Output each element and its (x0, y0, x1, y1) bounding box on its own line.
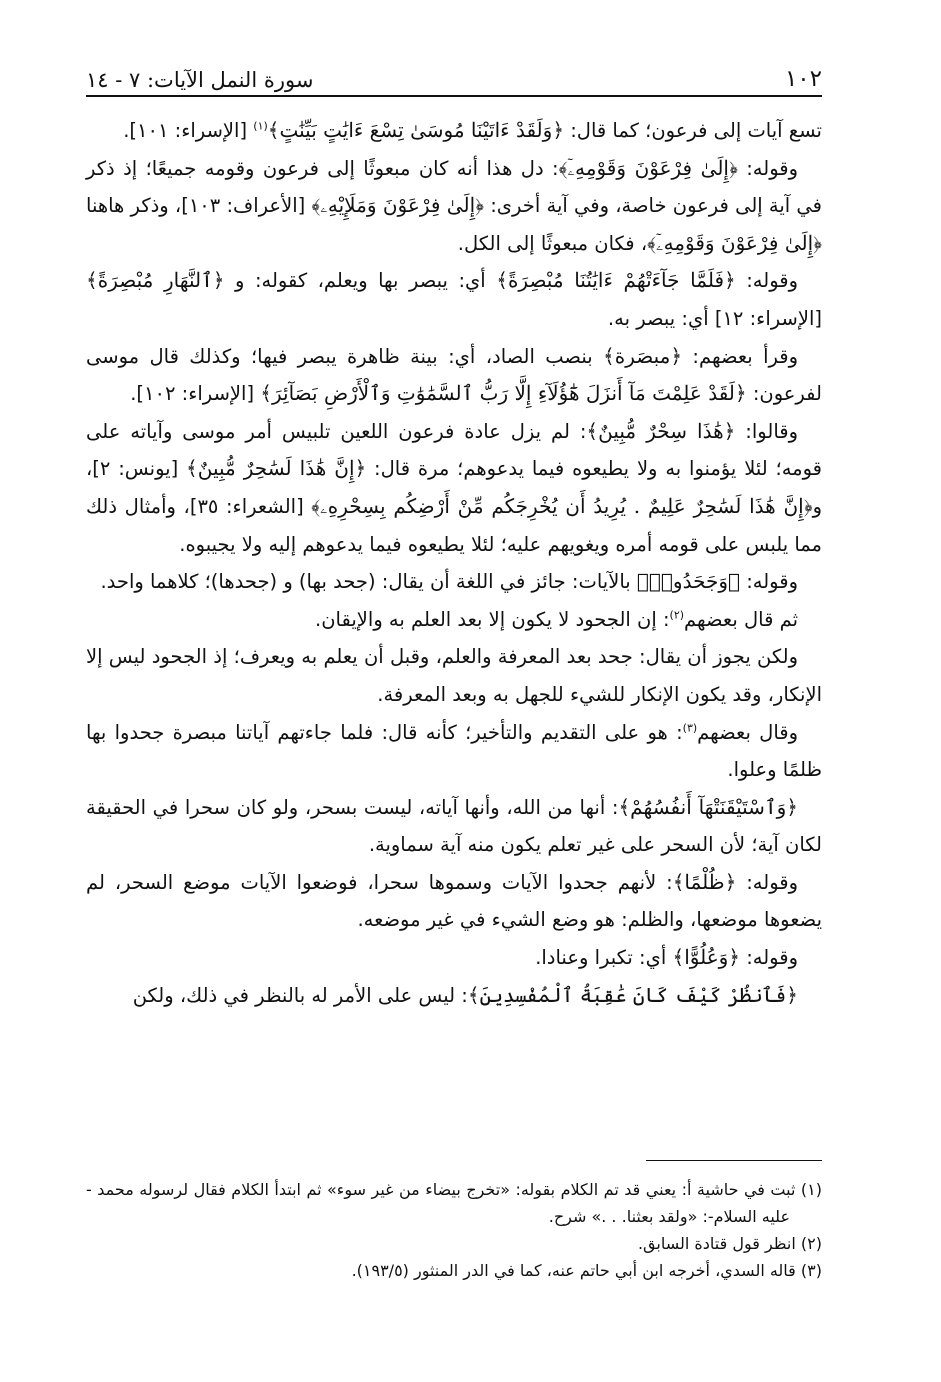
footnote: (١) ثبت في حاشية أ: يعني قد تم الكلام بقوله: «تخرج بيضاء من غير سوء» ثم ابتدأ الكلام فقال لرسوله محمد - عليه السلام-: «ولقد بعثنا. . .» شرح. (86, 1180, 822, 1226)
paragraph (86, 864, 822, 939)
footnotes (86, 1176, 822, 1284)
text-run: ، فكان مبعوثًا إلى الكل. (457, 231, 648, 255)
paragraph (86, 939, 822, 977)
text-run: : أنها من الله، وأنها آياته، ليست بسحر، ولو كان سحرا في الحقيقة لكان آية؛ لأن السحر على غير تعلم يكون منه آية سماوية. (86, 795, 822, 857)
footnote: (٢) انظر قول قتادة السابق. (637, 1234, 822, 1253)
footnote-separator (646, 1160, 822, 1161)
quran-quote: ﴿إِنَّ هَٰذَا لَسَٰحِرٌ مُّبِينٌ﴾ (186, 456, 367, 481)
paragraph (86, 112, 822, 150)
text-run: بالآيات: جائز في اللغة أن يقال: (جحد بها) و (جحدها)؛ كلاهما واحد. (100, 570, 637, 594)
paragraph (86, 150, 822, 263)
paragraph (86, 977, 822, 1015)
text-run: [الشعراء: ٣٥]، وأمثال ذلك مما يلبس على قومه أمره ويغويهم عليه؛ لئلا يطيعوه فيما يدعوهم إليه ولا يجيبوه. (86, 494, 822, 556)
header-rule (86, 95, 822, 97)
running-title: سورة النمل الآيات: ٧ - ١٤ (86, 68, 314, 92)
quran-quote: ﴿وَجَحَدُوا۟﴾ (636, 569, 741, 594)
quran-quote: ﴿وَلَقَدْ ءَاتَيْنَا مُوسَىٰ تِسْعَ ءَايَٰتٍ بَيِّنَٰتٍ﴾ (267, 118, 565, 142)
quran-quote: ﴿وَعُلُوًّا﴾ (672, 945, 741, 970)
text-run: : هو على التقديم والتأخير؛ كأنه قال: فلما جاءتهم آياتنا مبصرة جحدوا بها ظلمًا وعلوا. (86, 720, 822, 782)
paragraph (86, 413, 822, 563)
text-run: وقرأ بعضهم: (682, 344, 798, 368)
text-run: : إن الجحود لا يكون إلا بعد العلم به والإيقان. (315, 607, 670, 631)
text-run: أي: تكبرا وعنادا. (535, 946, 673, 970)
footnote-ref: (٢) (669, 608, 685, 622)
paragraph (86, 262, 822, 337)
text-run: وقال بعضهم (697, 720, 798, 744)
text-run: [الإسراء: ١٠٢]. (130, 382, 261, 406)
quran-quote: ﴿إِلَىٰ فِرْعَوْنَ وَمَلَإِيْهِۦ﴾ (311, 193, 484, 218)
quran-quote: ﴿إِنَّ هَٰذَا لَسَٰحِرٌ عَلِيمٌ . يُرِيدُ أَن يُخْرِجَكُم مِّنْ أَرْضِكُم بِسِحْرِهِۦ﴾ (311, 493, 813, 518)
text-run: ولكن يجوز أن يقال: جحد بعد المعرفة والعلم، وقبل أن يعلم به ويعرف؛ إذ الجحود ليس إلا الإنكار، وقد يكون الإنكار للشيء للجهل به وبعد المعرفة. (86, 645, 822, 706)
quran-quote: ﴿فَٱنظُرْ كَيْفَ كَانَ عَٰقِبَةُ ٱلْمُفْسِدِينَ﴾ (467, 982, 798, 1007)
quran-quote: ﴿إِلَىٰ فِرْعَوْنَ وَقَوْمِهِۦٓ﴾ (647, 230, 822, 255)
quran-quote: ﴿لَقَدْ عَلِمْتَ مَآ أَنزَلَ هَٰٓؤُلَآءِ إِلَّا رَبُّ ٱلسَّمَٰوَٰتِ وَٱلْأَرْضِ بَصَآئِرَ﴾ (260, 381, 747, 406)
text-run: أي: يبصر بها ويعلم، كقوله: و (224, 269, 497, 293)
footnote: (٣) قاله السدي، أخرجه ابن أبي حاتم عنه، كما في الدر المنثور (١٩٣/٥). (351, 1261, 822, 1280)
text-run: وقوله: (740, 946, 798, 970)
paragraph (86, 714, 822, 789)
text-run: وقوله: (736, 870, 799, 894)
text-run: تسع آيات إلى فرعون؛ كما قال: (564, 119, 822, 142)
page-number: ١٠٢ (784, 66, 822, 92)
quran-quote: ﴿ٱلنَّهَارِ مُبْصِرَةً﴾ (86, 268, 225, 293)
quran-quote: ﴿فَلَمَّا جَآءَتْهُمْ ءَايَٰتُنَا مُبْصِرَةً﴾ (496, 268, 736, 293)
quran-quote: ﴿مبصَرة﴾ (603, 343, 683, 368)
paragraph (86, 563, 822, 601)
quran-quote: ﴿إِلَىٰ فِرْعَوْنَ وَقَوْمِهِۦٓ﴾ (558, 155, 738, 180)
text-run: : لأنهم جحدوا الآيات وسموها سحرا، فوضعوا الآيات موضع السحر، لم يضعوها موضعها، والظلم: هو وضع الشيء في غير موضعه. (86, 870, 822, 932)
main-text (86, 112, 822, 1014)
text-run: وقوله: (737, 156, 799, 180)
text-run: وقالوا: (735, 419, 798, 443)
text-run: ثم قال بعضهم (684, 607, 798, 631)
text-run: [الأعراف: ١٠٣]، وذكر هاهنا (86, 194, 312, 218)
quran-quote: ﴿وَٱسْتَيْقَنَتْهَآ أَنفُسُهُمْ﴾ (618, 794, 798, 819)
paragraph (86, 789, 822, 864)
text-run: : ليس على الأمر له بالنظر في ذلك، ولكن (132, 983, 468, 1007)
text-run: [يونس: ٢]، و (86, 457, 823, 518)
text-run: وقوله: (740, 570, 798, 594)
quran-quote: ﴿ظُلْمًا﴾ (672, 869, 737, 894)
text-run: وقوله: (735, 269, 799, 293)
text-run: بنصب الصاد، أي: بينة ظاهرة يبصر فيها؛ وكذلك قال موسى لفرعون: (86, 344, 822, 406)
paragraph (86, 338, 822, 413)
quran-quote: ﴿هَٰذَا سِحْرٌ مُّبِينٌ﴾ (586, 418, 736, 443)
page-header (86, 52, 822, 92)
footnote-ref: (١) (253, 119, 268, 133)
paragraph (86, 638, 822, 713)
paragraph (86, 601, 822, 639)
text-run: : لم يزل عادة فرعون اللعين تلبيس أمر موسى وآياته على قومه؛ لئلا يؤمنوا به ولا يطيعوه فيما يدعوهم؛ مرة قال: (86, 419, 822, 481)
text-run: [الإسراء: ١٢] أي: يبصر به. (607, 306, 822, 330)
text-run: : دل هذا أنه كان مبعوثًا إلى فرعون وقومه جميعًا؛ إذ ذكر في آية إلى فرعون خاصة، وفي آية أخرى: (86, 156, 823, 218)
footnote-ref: (٣) (682, 721, 698, 734)
text-run: [الإسراء: ١٠١]. (123, 119, 254, 142)
